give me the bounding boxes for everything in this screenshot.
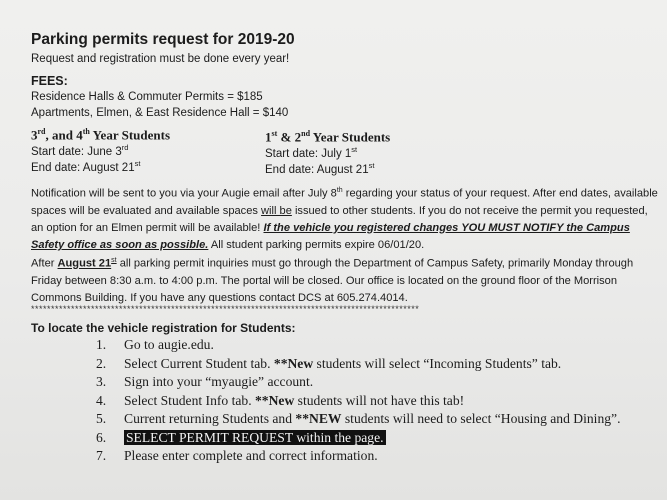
step-item: 1. Go to augie.edu.	[96, 337, 214, 352]
page-subtitle: Request and registration must be done every year!	[31, 53, 290, 65]
instructions-heading: To locate the vehicle registration for Students:	[31, 321, 296, 335]
asterisk-divider: *************************************************************************************************	[31, 304, 420, 314]
upper-year-start-date: Start date: June 3rd	[31, 143, 129, 158]
step-item: 2. Select Current Student tab. **New students will select “Incoming Students” tab.	[96, 355, 562, 371]
lower-year-start-date: Start date: July 1st	[265, 145, 358, 160]
upper-year-end-date: End date: August 21st	[31, 159, 141, 174]
after-deadline-paragraph: After August 21st all parking permit inquiries must go through the Department of Campus Safety, primarily Monday through Friday between 8:30 a.m. to 4:00 p.m. The portal will be closed. Our office is located on the ground floor of the Morrison Commons Building. If you have any questions contact DCS at 605.274.4014.	[31, 257, 634, 304]
fee-line-apartments: Apartments, Elmen, & East Residence Hall = $140	[31, 107, 289, 119]
upper-year-heading: 3rd, and 4th Year Students	[31, 127, 171, 143]
fees-heading: FEES:	[31, 74, 68, 88]
step-item: 3. Sign into your “myaugie” account.	[96, 374, 314, 389]
step-item: 6. SELECT PERMIT REQUEST within the page.	[96, 429, 384, 445]
notification-paragraph: Notification will be sent to you via your Augie email after July 8th regarding your status of your request. After end dates, available spaces will be evaluated and available spaces will be issued to other students. If you do not receive the permit you requested, an option for an Elmen permit will be available! If the vehicle you registered changes YOU MUST NOTIFY the Campus Safety office as soon as possible. All student parking permits expire 06/01/20.	[31, 187, 658, 251]
vehicle-change-warning: If the vehicle you registered changes YOU MUST NOTIFY the Campus Safety office as soon as possible.	[31, 221, 630, 251]
step-item: 7. Please enter complete and correct information.	[96, 448, 378, 463]
step-item: 5. Current returning Students and **NEW students will need to select “Housing and Dining”.	[96, 411, 621, 426]
page-title: Parking permits request for 2019-20	[31, 31, 295, 48]
highlighted-step-text: SELECT PERMIT REQUEST within the page.	[126, 429, 384, 445]
lower-year-end-date: End date: August 21st	[265, 161, 375, 176]
lower-year-heading: 1st & 2nd Year Students	[265, 129, 391, 145]
step-item: 4. Select Student Info tab. **New students will not have this tab!	[96, 392, 465, 408]
instruction-steps	[96, 336, 624, 466]
fee-line-residence: Residence Halls & Commuter Permits = $185	[31, 91, 263, 103]
